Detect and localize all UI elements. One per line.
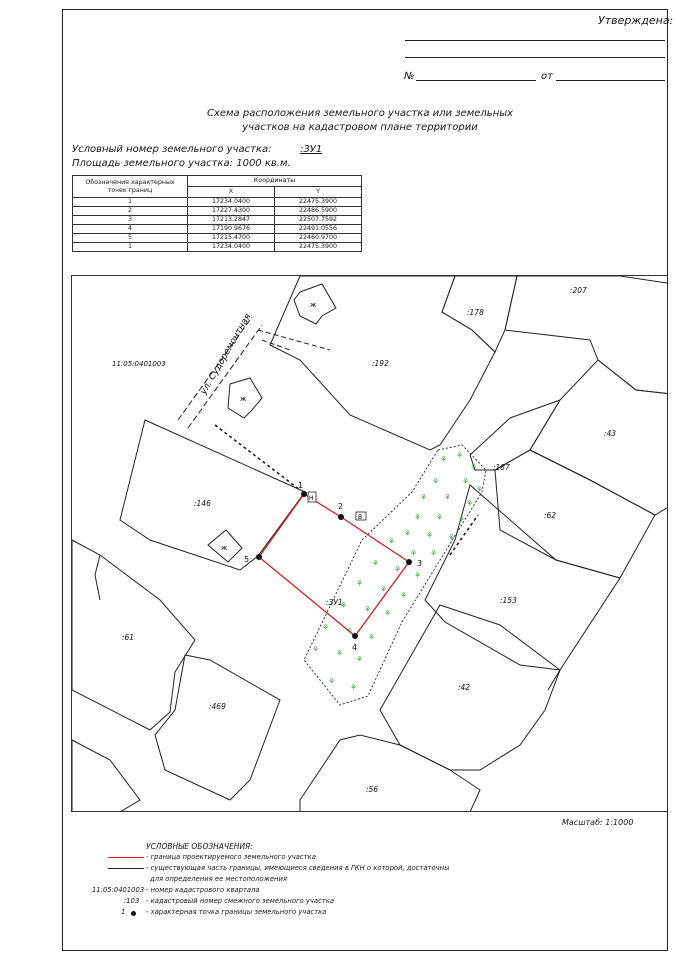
vegetation-symbol: ⚘ — [476, 485, 484, 494]
vegetation-symbol: ⚘ — [388, 537, 396, 546]
vegetation-symbol: ⚘ — [462, 477, 470, 486]
parcel-label: :62 — [544, 511, 557, 520]
vegetation-symbol: ⚘ — [384, 609, 392, 618]
legend-black-line — [108, 868, 144, 869]
y-cell: 22475.3900 — [275, 243, 362, 252]
parcel-outline — [495, 450, 655, 578]
legend-parcel-text: - кадастровый номер смежного земельного участка — [146, 897, 335, 905]
point-cell: 1 — [73, 198, 188, 207]
header-point-cell: Обозначение характерных точек границ — [73, 176, 188, 198]
y-cell: 22507.7592 — [275, 216, 362, 225]
parcel-label: :43 — [604, 429, 617, 438]
vegetation-symbol: ⚘ — [350, 683, 358, 692]
legend-black-text-2: для определения ее местоположения — [150, 875, 287, 883]
point-cell: 1 — [73, 243, 188, 252]
parcel-label: :207 — [570, 286, 587, 295]
legend-quarter-text: - номер кадастрового квартала — [146, 886, 260, 894]
vegetation-area — [304, 445, 486, 705]
vegetation-symbol: ⚘ — [356, 655, 364, 664]
point-label: 2 — [338, 502, 344, 511]
vegetation-symbol: ⚘ — [440, 455, 448, 464]
y-cell: 22491.0556 — [275, 225, 362, 234]
parcel-label: :42 — [458, 683, 471, 692]
parcel-outline — [72, 740, 140, 812]
vegetation-symbol: ⚘ — [420, 493, 428, 502]
vegetation-symbol: ⚘ — [356, 579, 364, 588]
legend-quarter-symbol: 11:05:0401003 — [92, 886, 145, 894]
new-parcel-label: :ЗУ1 — [326, 598, 343, 607]
vegetation-symbol: ⚘ — [426, 531, 434, 540]
point-cell: 2 — [73, 207, 188, 216]
parcel-outline — [530, 360, 676, 515]
vegetation-symbol: ⚘ — [436, 513, 444, 522]
vegetation-symbol: ⚘ — [466, 499, 474, 508]
building-mark: Н — [309, 495, 314, 502]
legend-black-text-1: - существующая часть границы, имеющиеся сведения в ГКН о которой, достаточны — [146, 864, 450, 872]
street-edge — [258, 330, 330, 350]
vegetation-symbol: ⚘ — [322, 623, 330, 632]
x-cell: 17215.4700 — [188, 234, 275, 243]
parcel-outline — [155, 655, 280, 800]
parcel-label: :469 — [209, 702, 226, 711]
conditional-number-value: :ЗУ1 — [300, 144, 323, 155]
parcel-outline — [300, 735, 480, 812]
boundary-point — [338, 514, 344, 520]
quarter-number-label: 11:05:0401003 — [112, 360, 166, 368]
point-cell: 3 — [73, 216, 188, 225]
building-mark: В — [358, 514, 363, 521]
x-cell: 17190.9676 — [188, 225, 275, 234]
parcel-label: :146 — [194, 499, 211, 508]
vegetation-symbol: ⚘ — [340, 601, 348, 610]
parcel-label: :178 — [467, 308, 484, 317]
y-cell: 22475.3900 — [275, 198, 362, 207]
y-cell: 22460.9700 — [275, 234, 362, 243]
approval-title: Утверждена: — [598, 14, 674, 27]
vegetation-symbol: ⚘ — [410, 549, 418, 558]
point-label: 4 — [352, 643, 358, 652]
vegetation-symbol: ⚘ — [380, 585, 388, 594]
vegetation-symbol: ⚘ — [456, 451, 464, 460]
legend-point-text: - характерная точка границы земельного участка — [146, 908, 327, 916]
y-cell: 22486.5900 — [275, 207, 362, 216]
conditional-number-label: Условный номер земельного участка: — [72, 144, 272, 155]
vegetation-symbol: ⚘ — [444, 493, 452, 502]
approval-from-label: от — [541, 71, 553, 82]
boundary-point — [256, 554, 262, 560]
vegetation-symbol: ⚘ — [448, 533, 456, 542]
building-mark: ж — [310, 301, 317, 309]
x-cell: 17234.0400 — [188, 198, 275, 207]
parcel-outline — [505, 276, 676, 395]
point-cell: 5 — [73, 234, 188, 243]
parcel-outline — [120, 420, 305, 570]
point-label: 3 — [417, 559, 423, 568]
parcel-label: :56 — [366, 785, 379, 794]
vegetation-symbol: ⚘ — [404, 529, 412, 538]
vegetation-symbol: ⚘ — [346, 627, 354, 636]
vegetation-symbol: ⚘ — [430, 549, 438, 558]
point-cell: 4 — [73, 225, 188, 234]
building-mark: ж — [240, 395, 247, 403]
header-x-cell: X — [188, 187, 275, 198]
vegetation-symbol: ⚘ — [372, 559, 380, 568]
boundary-point — [301, 491, 307, 497]
document-title-line-2: участков на кадастровом плане территории — [242, 122, 478, 133]
parcel-label: :61 — [122, 633, 135, 642]
vegetation-symbol: ⚘ — [364, 605, 372, 614]
vegetation-symbol: ⚘ — [328, 677, 336, 686]
legend-parcel-symbol: :103 — [124, 897, 140, 905]
parcel-label: :187 — [493, 463, 510, 472]
parcel-outline — [95, 555, 100, 600]
building-mark: ж — [221, 544, 228, 552]
vegetation-symbol: ⚘ — [336, 649, 344, 658]
vegetation-symbol: ⚘ — [414, 571, 422, 580]
street-edge — [188, 325, 262, 428]
vegetation-symbol: ⚘ — [368, 633, 376, 642]
point-label: 1 — [298, 481, 304, 490]
header-y-cell: Y — [275, 187, 362, 198]
area-label: Площадь земельного участка: 1000 кв.м. — [72, 158, 291, 169]
approval-number-label: № — [404, 71, 415, 82]
parcel-outline — [470, 400, 560, 470]
legend-point-symbol: 1 — [121, 908, 126, 916]
x-cell: 17213.2847 — [188, 216, 275, 225]
x-cell: 17234.0400 — [188, 243, 275, 252]
header-coords-cell: Координаты — [188, 176, 362, 187]
point-label: 5 — [244, 555, 250, 564]
parcel-label: :153 — [500, 596, 517, 605]
vegetation-symbol: ⚘ — [432, 477, 440, 486]
vegetation-symbol: ⚘ — [394, 565, 402, 574]
parcel-label: :192 — [372, 359, 389, 368]
x-cell: 17227.4300 — [188, 207, 275, 216]
boundary-point — [406, 559, 412, 565]
vegetation-symbol: ⚘ — [400, 591, 408, 600]
vegetation-symbol: ⚘ — [414, 513, 422, 522]
legend-red-text: - граница проектируемого земельного участка — [146, 853, 316, 861]
street-label: ул. Судоремонтная — [198, 312, 254, 397]
document-title-line-1: Схема расположения земельного участка или земельных — [206, 108, 514, 119]
legend-point-dot — [131, 911, 136, 916]
legend-red-line — [108, 857, 144, 858]
vegetation-symbol: ⚘ — [470, 463, 478, 472]
legend-title: УСЛОВНЫЕ ОБОЗНАЧЕНИЯ: — [146, 842, 253, 851]
vegetation-symbol: ⚘ — [458, 515, 466, 524]
scale-label: Масштаб: 1:1000 — [562, 818, 634, 827]
vegetation-symbol: ⚘ — [312, 645, 320, 654]
